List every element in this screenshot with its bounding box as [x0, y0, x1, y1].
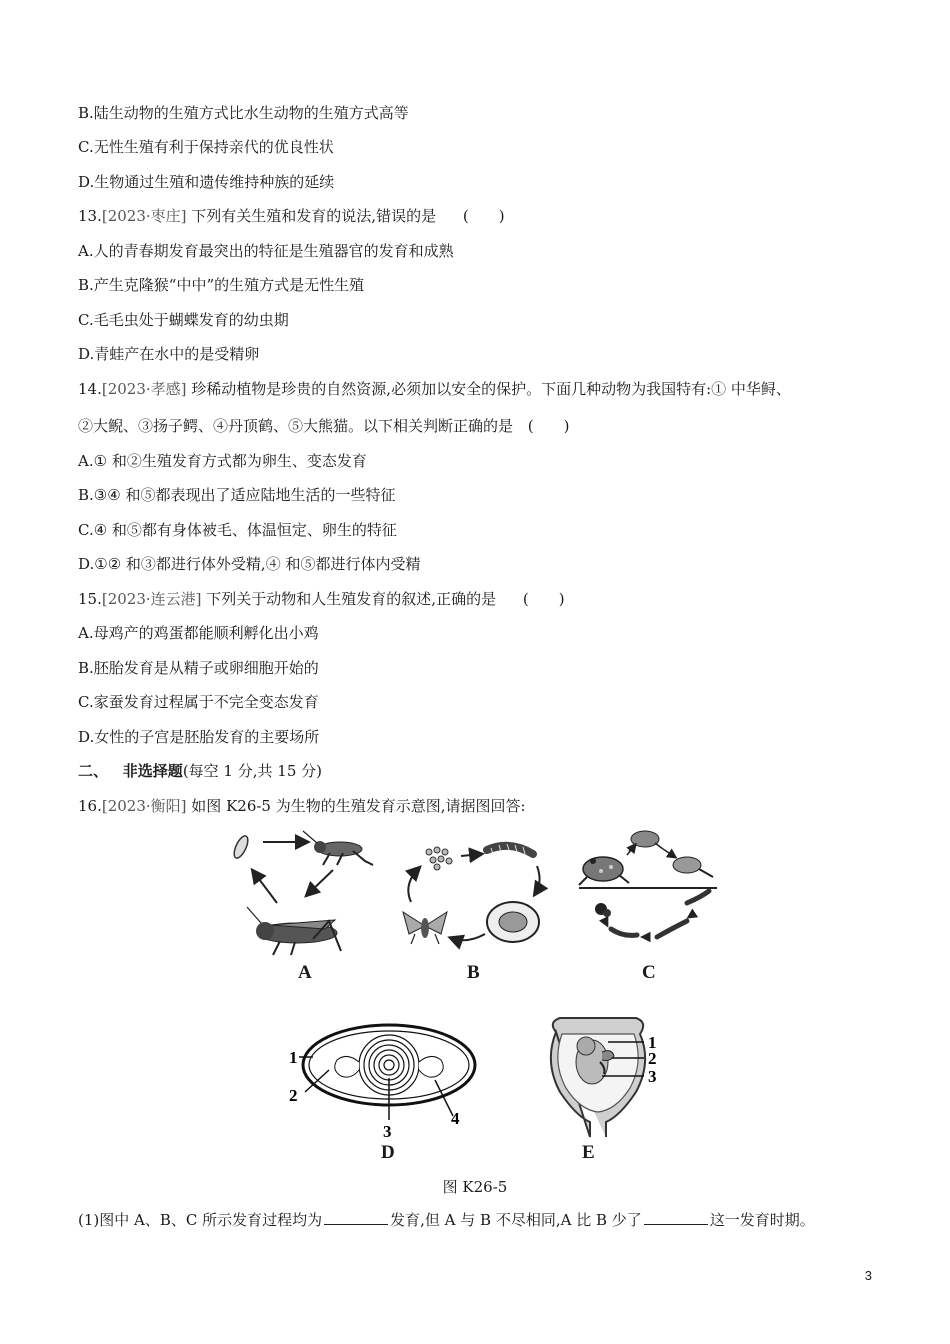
answer-paren: ( ): [527, 417, 570, 435]
question-14-cont: [78, 416, 570, 436]
section-index: 二、: [78, 762, 109, 780]
question-14: [78, 379, 791, 399]
part-label: 1: [289, 1048, 298, 1067]
option-line: C.无性生殖有利于保持亲代的优良性状: [78, 138, 334, 156]
answer-paren: ( ): [462, 207, 505, 225]
question-13: [78, 206, 505, 226]
larva-icon: [487, 844, 533, 854]
part-label: 3: [383, 1122, 392, 1141]
part-label: 2: [648, 1049, 657, 1068]
chalaza-right: [419, 1056, 443, 1077]
frog-eggs-icon: [595, 903, 611, 917]
option-line: D.生物通过生殖和遗传维持种族的延续: [78, 173, 335, 191]
chalaza-left: [335, 1056, 359, 1077]
figure-c-frog-cycle: [575, 825, 725, 960]
option-line: B.胚胎发育是从精子或卵细胞开始的: [78, 659, 319, 677]
figure-label-d: D: [381, 1142, 395, 1163]
figure-caption: 图 K26-5: [442, 1178, 508, 1196]
question-stem: 下列有关生殖和发育的说法,错误的是: [191, 207, 437, 225]
question-stem: ②大鲵、③扬子鳄、④丹顶鹤、⑤大熊猫。以下相关判断正确的是: [78, 417, 514, 435]
option-line: B.③④ 和⑤都表现出了适应陆地生活的一些特征: [78, 486, 396, 504]
figure-label-e: E: [582, 1142, 595, 1163]
part-label: 3: [648, 1067, 657, 1086]
figure-d-egg-structure: [285, 1020, 485, 1145]
figure-label-b: B: [467, 962, 480, 983]
option-line: C.家蚕发育过程属于不完全变态发育: [78, 693, 319, 711]
option-line: B.产生克隆猴“中中”的生殖方式是无性生殖: [78, 276, 365, 294]
section-title: 非选择题: [122, 762, 183, 780]
figure-b-moth-cycle: [395, 830, 555, 960]
figure-a-grasshopper-cycle: [225, 825, 385, 960]
question-16-sub1: [78, 1210, 815, 1230]
question-stem: 珍稀动植物是珍贵的自然资源,必须加以安全的保护。下面几种动物为我国特有:① 中华鲟、: [191, 380, 791, 398]
question-source: [2023·衡阳]: [101, 797, 187, 815]
question-source: [2023·枣庄]: [101, 207, 187, 225]
pupa-icon: [487, 902, 539, 942]
eggs-icon: [426, 847, 452, 870]
figure-label-c: C: [642, 962, 656, 983]
option-line: A.母鸡产的鸡蛋都能顺利孵化出小鸡: [78, 624, 319, 642]
question-number: 15.: [78, 590, 102, 608]
young-frog-icon: [629, 831, 663, 851]
option-line: A.① 和②生殖发育方式都为卵生、变态发育: [78, 452, 367, 470]
moth-icon: [403, 912, 447, 944]
question-number: 14.: [78, 380, 102, 398]
nymph-icon: [303, 831, 373, 865]
question-16: [78, 796, 526, 816]
answer-blank[interactable]: [324, 1210, 388, 1225]
question-15: [78, 589, 565, 609]
question-stem: 下列关于动物和人生殖发育的叙述,正确的是: [206, 590, 497, 608]
part-label: 1: [648, 1033, 657, 1052]
answer-blank[interactable]: [644, 1210, 708, 1225]
sub-question-text: 这一发育时期。: [709, 1211, 815, 1229]
option-line: B.陆生动物的生殖方式比水生动物的生殖方式高等: [78, 104, 409, 122]
page-number: 3: [864, 1268, 872, 1283]
part-label: 2: [289, 1086, 298, 1105]
section-note: (每空 1 分,共 15 分): [182, 762, 322, 780]
figure-e-uterus: [540, 1012, 670, 1142]
option-line: D.青蛙产在水中的是受精卵: [78, 345, 260, 363]
section-heading: [78, 761, 322, 781]
adult-frog-icon: [579, 857, 629, 885]
answer-paren: ( ): [522, 590, 565, 608]
option-line: C.毛毛虫处于蝴蝶发育的幼虫期: [78, 311, 289, 329]
question-source: [2023·孝感]: [101, 380, 187, 398]
figure-label-a: A: [298, 962, 312, 983]
part-label: 4: [451, 1109, 460, 1128]
option-line: D.①② 和③都进行体外受精,④ 和⑤都进行体内受精: [78, 555, 421, 573]
sub-question-text: (1)图中 A、B、C 所示发育过程均为: [78, 1211, 323, 1229]
adult-grasshopper-icon: [247, 907, 341, 955]
question-source: [2023·连云港]: [101, 590, 202, 608]
question-number: 16.: [78, 797, 102, 815]
option-line: D.女性的子宫是胚胎发育的主要场所: [78, 728, 320, 746]
option-line: A.人的青春期发育最突出的特征是生殖器官的发育和成熟: [78, 242, 454, 260]
egg-icon: [231, 834, 250, 860]
question-number: 13.: [78, 207, 102, 225]
question-stem: 如图 K26-5 为生物的生殖发育示意图,请据图回答:: [191, 797, 526, 815]
option-line: C.④ 和⑤都有身体被毛、体温恒定、卵生的特征: [78, 521, 397, 539]
froglet-icon: [673, 857, 713, 877]
sub-question-text: 发育,但 A 与 B 不尽相同,A 比 B 少了: [390, 1211, 642, 1229]
